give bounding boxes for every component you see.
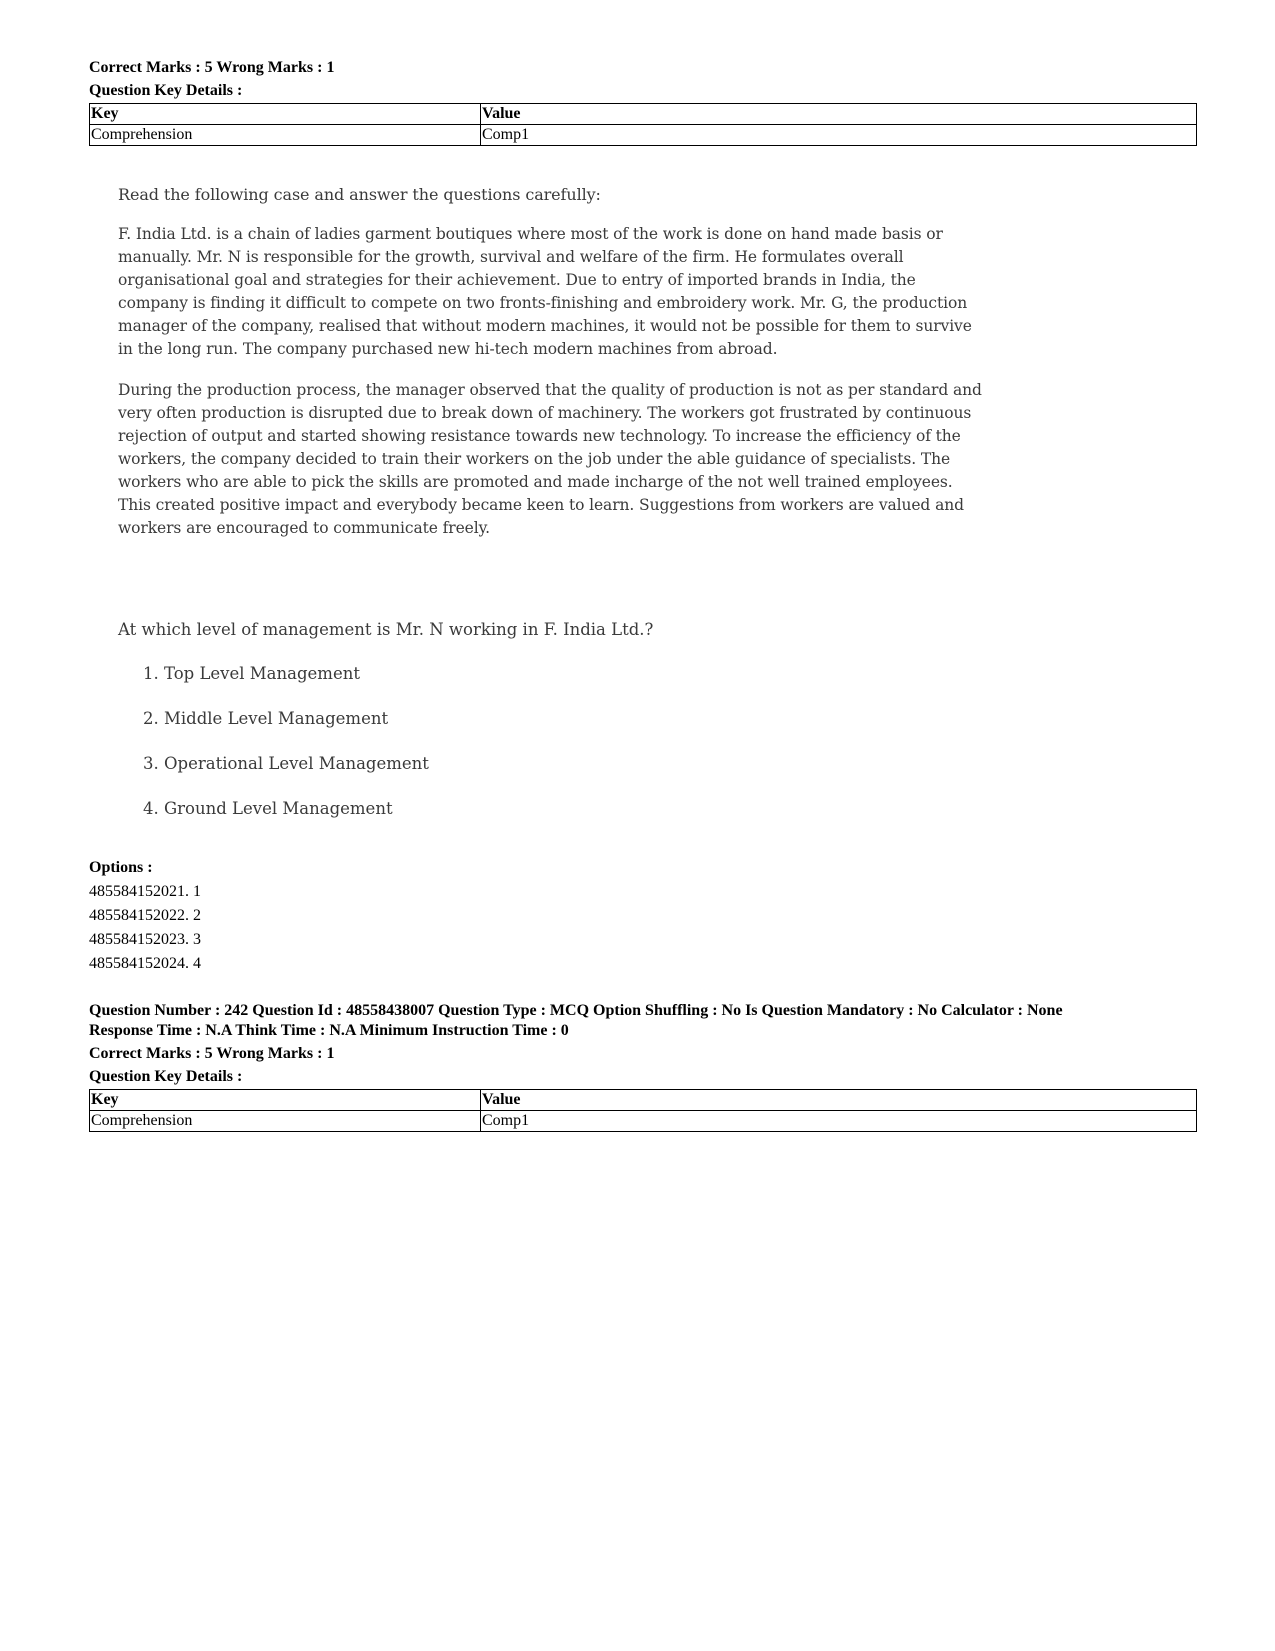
marks-line: Correct Marks : 5 Wrong Marks : 1 <box>89 1045 335 1062</box>
options-label: Options : <box>89 859 153 876</box>
options-list <box>89 880 1197 976</box>
question-choice: 2. Middle Level Management <box>143 709 389 728</box>
passage-intro: Read the following case and answer the questions carefully: <box>118 185 601 204</box>
table-header-key: Key <box>90 1090 481 1111</box>
question-choice: 3. Operational Level Management <box>143 754 429 773</box>
option-item: 485584152021. 1 <box>89 883 201 900</box>
passage-line: very often production is disrupted due to break down of machinery. The workers got frustrated by continuous <box>118 404 972 422</box>
option-item: 485584152023. 3 <box>89 931 201 948</box>
table-header-value: Value <box>481 1090 1197 1111</box>
table-header-row <box>90 1090 1197 1111</box>
table-row <box>90 1111 1197 1132</box>
marks-line: Correct Marks : 5 Wrong Marks : 1 <box>89 59 335 76</box>
passage-paragraph-2 <box>118 379 1018 540</box>
table-row <box>90 125 1197 146</box>
passage-line: company is finding it difficult to compete on two fronts-finishing and embroidery work. Mr. G, the production <box>118 294 968 312</box>
option-item: 485584152024. 4 <box>89 955 201 972</box>
table-cell-key: Comprehension <box>90 125 481 146</box>
passage-image <box>118 183 1018 540</box>
passage-line: rejection of output and started showing resistance towards new technology. To increase the efficiency of the <box>118 427 961 445</box>
question-meta-line: Response Time : N.A Think Time : N.A Minimum Instruction Time : 0 <box>89 1022 569 1039</box>
table-cell-value: Comp1 <box>481 1111 1197 1132</box>
table-cell-key: Comprehension <box>90 1111 481 1132</box>
passage-line: manually. Mr. N is responsible for the growth, survival and welfare of the firm. He formulates overall <box>118 248 904 266</box>
passage-paragraph-1 <box>118 223 1018 361</box>
passage-line: organisational goal and strategies for their achievement. Due to entry of imported brands in India, the <box>118 271 916 289</box>
question-text: At which level of management is Mr. N working in F. India Ltd.? <box>118 620 654 639</box>
table-header-row <box>90 104 1197 125</box>
passage-line: workers who are able to pick the skills are promoted and made incharge of the not well trained employees. <box>118 473 953 491</box>
passage-line: During the production process, the manager observed that the quality of production is not as per standard and <box>118 381 982 399</box>
table-cell-value: Comp1 <box>481 125 1197 146</box>
passage-line: in the long run. The company purchased new hi-tech modern machines from abroad. <box>118 340 778 358</box>
table-header-value: Value <box>481 104 1197 125</box>
key-details-table <box>89 103 1197 146</box>
next-question-block <box>89 1001 1197 1132</box>
key-details-label: Question Key Details : <box>89 82 243 99</box>
question-choice: 1. Top Level Management <box>143 664 360 683</box>
passage-line: workers are encouraged to communicate freely. <box>118 519 491 537</box>
question-header-block <box>89 58 1197 146</box>
question-choice: 4. Ground Level Management <box>143 799 393 818</box>
key-details-label: Question Key Details : <box>89 1068 243 1085</box>
options-block <box>89 856 1197 976</box>
table-header-key: Key <box>90 104 481 125</box>
passage-line: F. India Ltd. is a chain of ladies garment boutiques where most of the work is done on hand made basis or <box>118 225 943 243</box>
key-details-table <box>89 1089 1197 1132</box>
option-item: 485584152022. 2 <box>89 907 201 924</box>
passage-line: manager of the company, realised that without modern machines, it would not be possible for them to survive <box>118 317 972 335</box>
question-meta-line: Question Number : 242 Question Id : 48558438007 Question Type : MCQ Option Shuffling : No Is Question Mandatory : No Calculator : None <box>89 1002 1063 1019</box>
passage-line: This created positive impact and everybody became keen to learn. Suggestions from workers are valued and <box>118 496 964 514</box>
passage-line: workers, the company decided to train their workers on the job under the able guidance of specialists. The <box>118 450 951 468</box>
